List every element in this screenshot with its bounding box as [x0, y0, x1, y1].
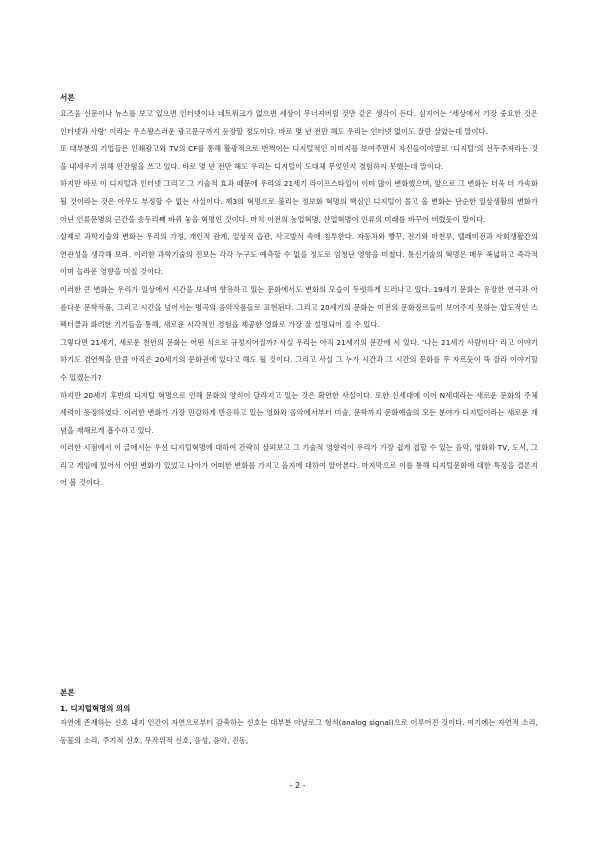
- intro-heading: 서론: [60, 93, 75, 102]
- page-number: - 2 -: [289, 781, 306, 790]
- intro-paragraph-5: 이러한 큰 변화는 우리가 일상에서 시간을 보내며 향유하고 있는 문화에서도 변화의 모습이 두렷하게 드러나고 있다. 19세기 문화는 유장한 연극과 아름다운 문학작품, 그리고 시간을 넘어서는 명곡의 음악작품들로 표현된다. 그리고 20세기의 문화는 이전의 문화장르들이 보여주지 못하는 압도적인 스펙터클과 화려한 기기들을 통해, 새로운 시각적인 경험을 제공한 영화로 가장 잘 설명되어 질 수 있다.: [60, 284, 538, 330]
- intro-paragraph-4: 실제로 과학기술의 변화는 우리의 가정, 개인적 관계, 일상적 습관, 사고방식 속에 침투한다. 자동차와 빵꾸, 전기와 마천루, 텔레비전과 사회생활간의 연관성을 생각해 보라. 이러한 과학기술의 진보는 각각 누구도 예측할 수 없을 정도로 엄청난 영향을 미쳤다. 통신기술의 혁명은 매우 폭넓하고 즉각적이며 놀라운 영향을 미칠 것이다.: [60, 232, 538, 277]
- body-paragraph-1: 자연에 존재하는 신호 내지 인간이 자연으로부터 감축하는 신호는 대부분 아날로그 형식(analog signal)으로 이루어진 것이다. 여기에는 자연적 소리, 동물의 소리, 주기적 신호, 무작위적 신호, 음성, 음악, 진동,: [60, 718, 538, 745]
- intro-paragraph-8: 이러한 시점에서 이 글에서는 우선 디지털혁명에 대하여 간략히 살펴보고 그 기술적 영향력이 우리가 가장 쉽게 접할 수 있는 음악, 영화와 TV, 도서, 그리고 게임에 있어서 어떤 변화가 있었고 나아가 어떠한 변화를 가지고 올지에 대하여 알아본다. 마지막으로 이를 통해 디지털문화에 대한 특징을 결론지어 볼 것이다.: [60, 443, 538, 488]
- body-heading: 본론: [60, 688, 75, 697]
- intro-paragraph-3: 하지만 바로 이 디지털과 인터넷 그리고 그 기술적 효과 때문에 우리의 21세기 라이프스타일이 이미 많이 변화했으며, 앞으로 그 변화는 더욱 더 가속화될 것이라는 것은 아무도 부정할 수 없는 사실이다. 제3의 혁명으로 불리는 정보화 혁명의 핵심인 디지털이 몰고 올 변화는 단순한 일상생활의 변화가 아닌 인류문명의 근간을 송두리째 바꿔 놓을 혁명인 것이다. 마치 이전의 농업혁명, 산업혁명이 인류의 미래를 바꾸어 버렸듯이 말이다.: [60, 179, 538, 224]
- body-text: [60, 714, 538, 749]
- intro-paragraph-2: 또 대부분의 기업들은 인쇄광고와 TV의 CF를 통해 활광적으로 번쩍이는 디지털적인 이미지를 보여주면서 자신들이야말로 ‘디지털’의 선두주자라는 것을 내세우기 위해 안간힘을 쓰고 있다. 바로 몇 년 전만 해도 우리는 디지털이 도대체 무엇인지 경험하지 못했는데 말이다.: [60, 144, 538, 171]
- intro-paragraph-1: 요즈음 신문이나 뉴스를 보고 있으면 인터넷이나 네트워크가 없으면 세상이 무너져버릴 것만 같은 생각이 든다. 심지어는 ‘세상에서 가장 중요한 것은 인터넷과 사랑’ 이라는 우스꽝스러운 광고문구까지 등장할 정도이다. 바로 몇 년 전만 해도 우리는 인터넷 없이도 잘만 살았는데 말이다.: [60, 109, 538, 136]
- body-subheading: 1. 디지털혁명의 의의: [60, 704, 131, 713]
- intro-body: [60, 105, 538, 492]
- intro-paragraph-6: 그렇다면 21세기, 새로운 천년의 문화는 어떤 식으로 규정지어질까? 사실 우리는 아직 21세기의 문간에 서 있다. ‘나는 21세기 사람이다’ 라고 이야기하기도 겸연쩍을 만큼 아직은 20세기의 문화권에 있다고 해도 될 것이다. 그리고 사실 그 누가 시간과 그 시간의 문화를 무 자르듯이 뚝 잘라 이야기할 수 있겠는가?: [60, 337, 538, 382]
- intro-paragraph-7: 하지만 20세기 후반의 디지털 혁명으로 인해 문화의 양식이 달라지고 있는 것은 확연한 사실이다. 또한 신세대에 이어 N세대라는 새로운 문화의 주체 세력이 등장하였다. 이러한 변화가 가장 민감하게 반응하고 있는 영화와 음악에서부터 미술, 문학까지 문화예술의 모든 분야가 디지털이라는 새로운 개념을 재해르게 흡수하고 있다.: [60, 390, 538, 435]
